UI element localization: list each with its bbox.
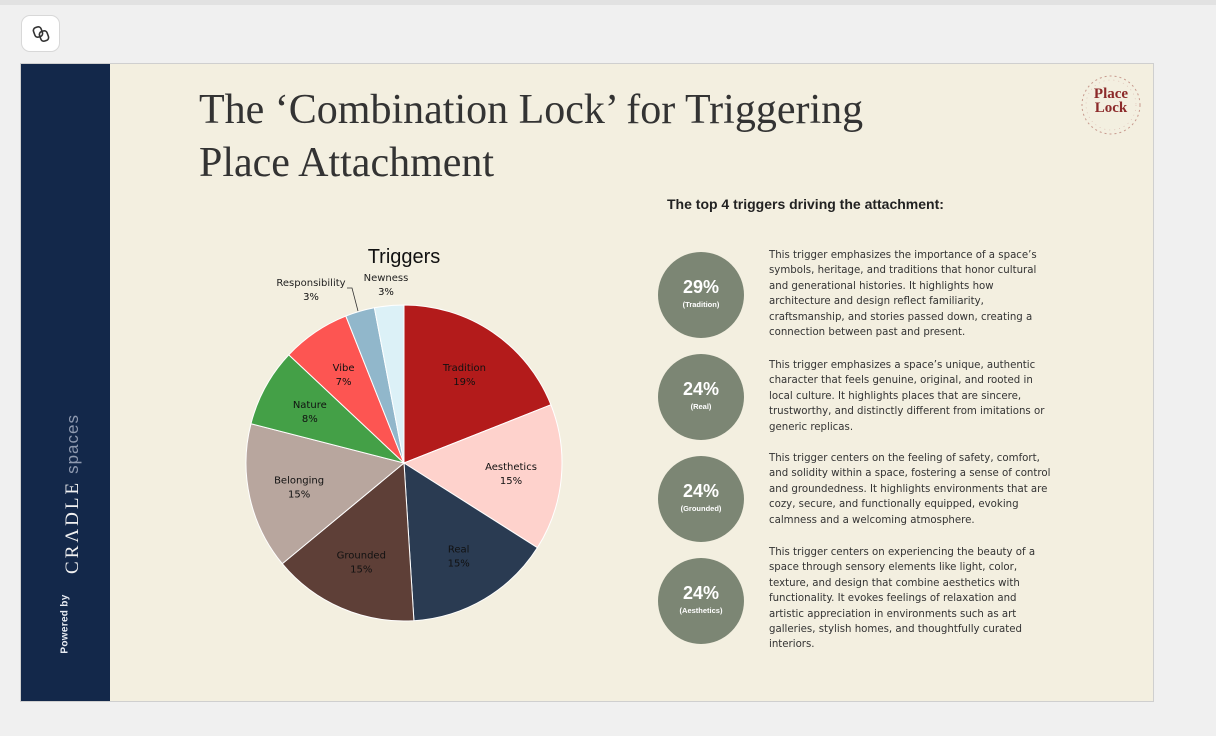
trigger-description-aesthetics: This trigger centers on experiencing the beauty of a space through sensory elements like light, color, texture, and design that combine aesthetics with functionality. It evokes feelings of relaxation and artistic appreciation in environments such as art galleries, stylish homes, and thoughtfully curated interiors.: [769, 547, 1036, 651]
trigger-label: (Tradition): [682, 300, 720, 309]
slide: [20, 63, 1154, 702]
slice-value-real: 15%: [447, 558, 470, 570]
slice-value-aesthetics: 15%: [499, 476, 523, 488]
slice-value-belonging: 15%: [287, 489, 311, 501]
leader-line-responsibility: [347, 288, 358, 311]
slice-label-responsibility: Responsibility: [276, 278, 346, 289]
slice-label-aesthetics: Aesthetics: [485, 462, 537, 474]
trigger-percent: 29%: [682, 277, 720, 297]
slice-value-nature: 8%: [301, 414, 318, 426]
trigger-description-tradition: This trigger emphasizes the importance of a space’s symbols, heritage, and traditions that honor cultural and generational histories. It highlights how architecture and design reflect familiarity, craftsmanship, and stories passed down, creating a connection between past and present.: [769, 250, 1037, 339]
slice-label-grounded: Grounded: [336, 550, 386, 562]
slice-value-newness: 3%: [378, 287, 394, 298]
slice-label-real: Real: [447, 544, 470, 556]
pie-chart: [221, 236, 621, 636]
trigger-badge-aesthetics: [658, 558, 744, 644]
trigger-percent: 24%: [682, 481, 720, 501]
trigger-badge-grounded: [658, 456, 744, 542]
brand-main: CRΛDLE: [62, 479, 83, 574]
trigger-description-real: This trigger emphasizes a space’s unique, authentic character that feels genuine, original, and rooted in local culture. It highlights places that are sincere, trustworthy, and distinctly different from imitations or generic replicas.: [769, 360, 1045, 433]
trigger-badge-real: [658, 354, 744, 440]
trigger-label: (Grounded): [680, 504, 722, 513]
cradle-logo: [62, 414, 84, 574]
trigger-percent: 24%: [682, 583, 720, 603]
slice-value-responsibility: 3%: [303, 292, 319, 303]
triggers-heading: The top 4 triggers driving the attachment:: [667, 196, 944, 212]
slice-label-tradition: Tradition: [442, 363, 486, 375]
sidebar: [21, 64, 110, 701]
trigger-label: (Aesthetics): [679, 606, 723, 615]
top-bar: [0, 0, 1216, 5]
copilot-icon: [31, 24, 51, 44]
chart-title: Triggers: [367, 246, 441, 268]
powered-by-label: Powered by: [59, 594, 71, 654]
slide-title: The ‘Combination Lock’ for Triggering Place Attachment: [199, 87, 864, 186]
slice-label-belonging: Belonging: [274, 475, 325, 487]
place-lock-logo: [1078, 72, 1144, 138]
slice-label-nature: Nature: [292, 400, 327, 412]
slice-value-vibe: 7%: [335, 377, 352, 389]
trigger-percent: 24%: [682, 379, 720, 399]
copilot-button[interactable]: [21, 15, 60, 52]
slice-value-tradition: 19%: [453, 377, 476, 389]
trigger-label: (Real): [690, 402, 712, 411]
place-lock-line1: Place: [1093, 86, 1129, 102]
slice-label-newness: Newness: [363, 273, 409, 284]
place-lock-line2: Lock: [1094, 100, 1128, 116]
pie-chart-svg: [221, 236, 621, 636]
brand-sub: spaces: [63, 414, 82, 474]
slice-label-vibe: Vibe: [332, 363, 355, 375]
trigger-badge-tradition: [658, 252, 744, 338]
slice-value-grounded: 15%: [350, 564, 373, 576]
trigger-description-grounded: This trigger centers on the feeling of safety, comfort, and solidity within a space, fostering a sense of control and groundedness. It highlights environments that are cozy, secure, and functionally equipped, evoking calmness and a welcoming atmosphere.: [769, 453, 1051, 526]
